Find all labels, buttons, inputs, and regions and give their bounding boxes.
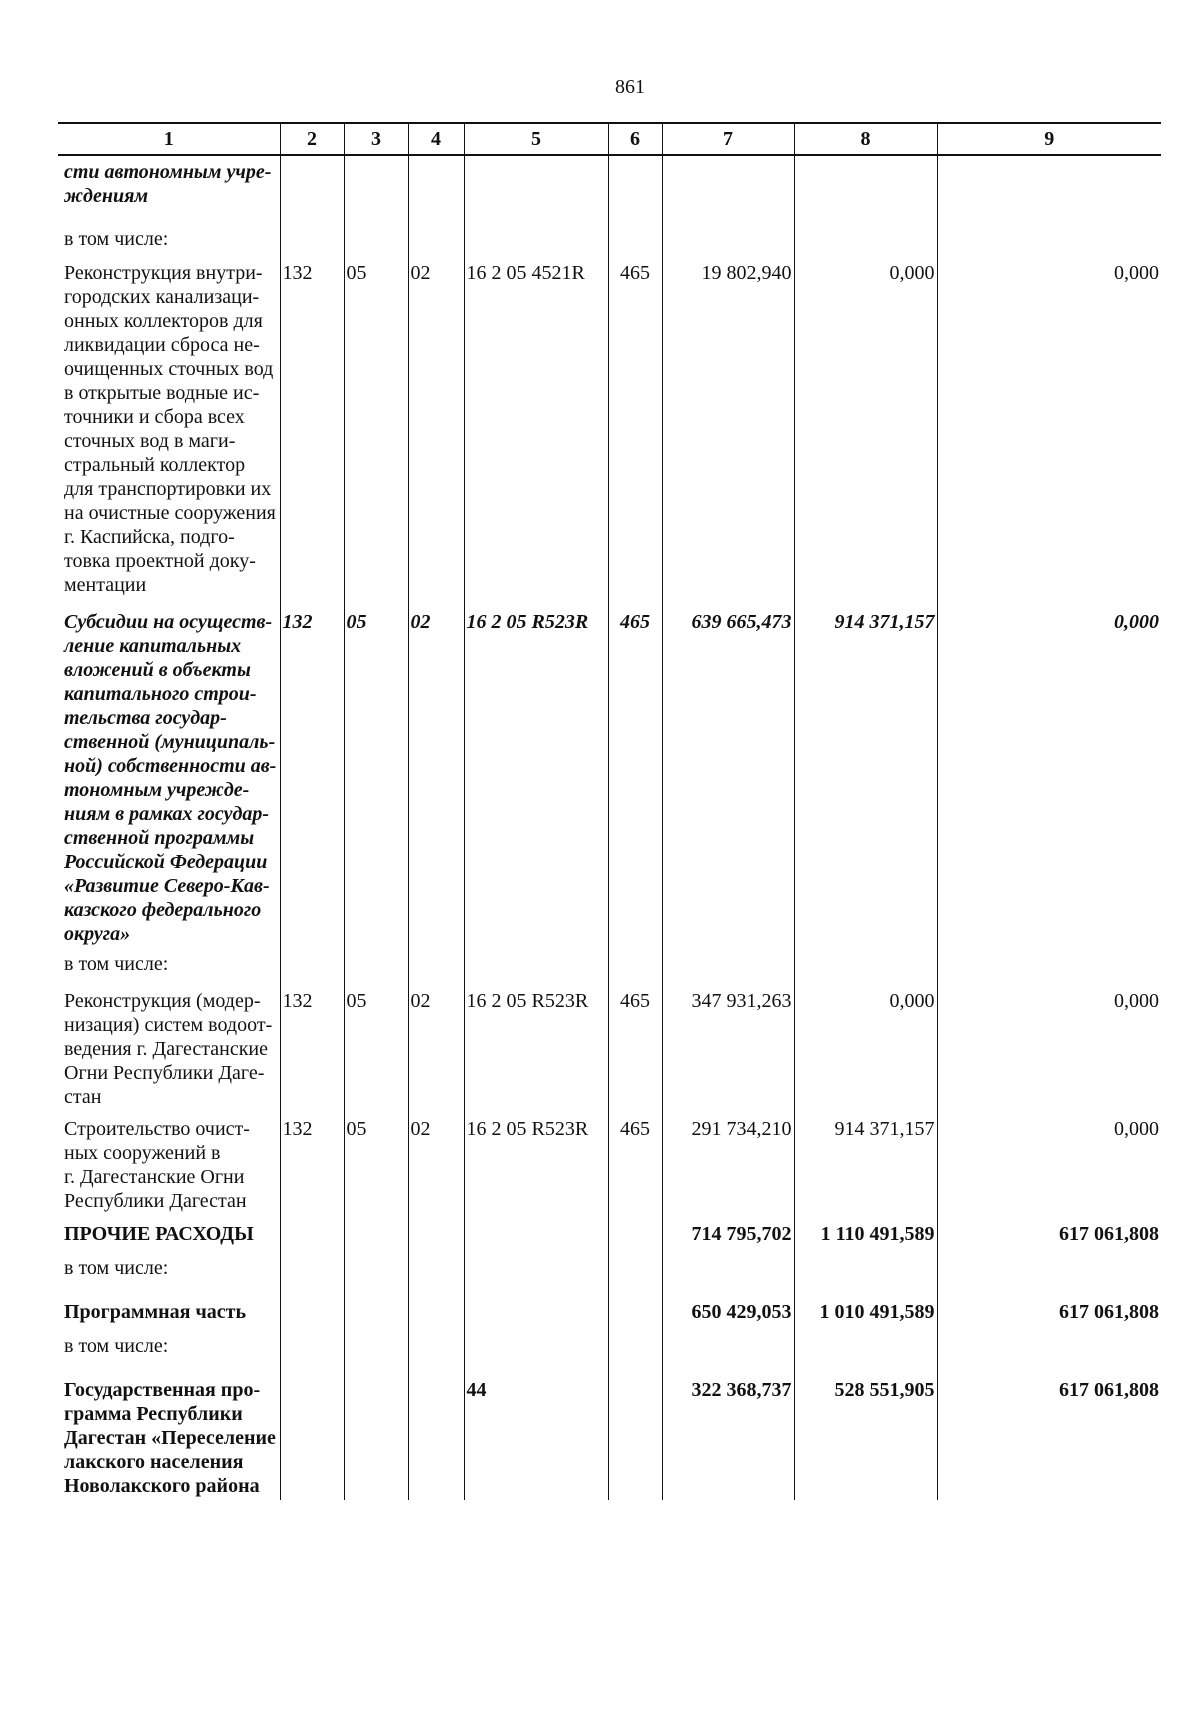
cell-code-6 xyxy=(608,155,662,221)
cell-name: сти автономным учре- ждениям xyxy=(64,161,272,207)
header-col-5: 5 xyxy=(464,123,608,155)
header-col-9: 9 xyxy=(937,123,1161,155)
cell-value-9 xyxy=(937,1250,1161,1292)
cell-value-9: 0,000 xyxy=(937,1109,1161,1214)
table-row xyxy=(58,946,1161,981)
cell-code-4: 02 xyxy=(408,1109,464,1214)
cell-code-4 xyxy=(408,1328,464,1370)
cell-value-8 xyxy=(794,1328,937,1370)
cell-value-7: 19 802,940 xyxy=(662,253,794,602)
cell-code-6 xyxy=(608,1214,662,1250)
cell-name: ПРОЧИЕ РАСХОДЫ xyxy=(64,1223,254,1245)
cell-code-3 xyxy=(344,155,408,221)
cell-code-6 xyxy=(608,1250,662,1292)
cell-code-5: 16 2 05 4521R xyxy=(464,253,608,602)
header-col-3: 3 xyxy=(344,123,408,155)
header-col-6: 6 xyxy=(608,123,662,155)
cell-value-9: 0,000 xyxy=(937,602,1161,946)
cell-code-6 xyxy=(608,1292,662,1328)
header-col-1: 1 xyxy=(58,123,280,155)
cell-value-7 xyxy=(662,155,794,221)
cell-name: Реконструкция (модер- низация) систем водоот- ведения г. Дагестанские Огни Республики Даге- стан xyxy=(64,990,273,1108)
cell-value-8: 1 010 491,589 xyxy=(794,1292,937,1328)
cell-code-6: 465 xyxy=(608,1109,662,1214)
cell-code-4 xyxy=(408,946,464,981)
cell-code-2 xyxy=(280,1328,344,1370)
cell-value-7: 639 665,473 xyxy=(662,602,794,946)
cell-code-3 xyxy=(344,1250,408,1292)
cell-code-6 xyxy=(608,1328,662,1370)
cell-code-4: 02 xyxy=(408,253,464,602)
cell-code-5 xyxy=(464,1250,608,1292)
cell-code-4 xyxy=(408,1292,464,1328)
cell-code-4 xyxy=(408,1370,464,1500)
cell-code-4 xyxy=(408,155,464,221)
cell-code-5 xyxy=(464,946,608,981)
cell-value-9: 0,000 xyxy=(937,981,1161,1109)
table-row xyxy=(58,1250,1161,1292)
cell-code-3: 05 xyxy=(344,602,408,946)
cell-code-2 xyxy=(280,155,344,221)
cell-code-3 xyxy=(344,221,408,253)
cell-value-9 xyxy=(937,221,1161,253)
header-col-7: 7 xyxy=(662,123,794,155)
cell-code-3: 05 xyxy=(344,981,408,1109)
cell-value-8 xyxy=(794,155,937,221)
cell-value-8 xyxy=(794,221,937,253)
budget-table xyxy=(58,122,1161,1500)
table-row xyxy=(58,155,1161,221)
cell-value-7: 714 795,702 xyxy=(662,1214,794,1250)
cell-code-6: 465 xyxy=(608,602,662,946)
cell-value-9: 0,000 xyxy=(937,253,1161,602)
cell-code-3 xyxy=(344,946,408,981)
cell-value-9 xyxy=(937,946,1161,981)
cell-code-2: 132 xyxy=(280,602,344,946)
cell-value-9: 617 061,808 xyxy=(937,1292,1161,1328)
table-row xyxy=(58,1370,1161,1500)
cell-code-3 xyxy=(344,1328,408,1370)
cell-name: в том числе: xyxy=(64,1335,169,1357)
cell-value-9 xyxy=(937,155,1161,221)
cell-code-5 xyxy=(464,221,608,253)
cell-code-6 xyxy=(608,221,662,253)
cell-code-2 xyxy=(280,1292,344,1328)
cell-code-6: 465 xyxy=(608,981,662,1109)
cell-code-3: 05 xyxy=(344,1109,408,1214)
cell-value-9 xyxy=(937,1328,1161,1370)
cell-value-8 xyxy=(794,946,937,981)
cell-code-4 xyxy=(408,1250,464,1292)
cell-code-2: 132 xyxy=(280,981,344,1109)
header-row xyxy=(58,123,1161,155)
table-row xyxy=(58,602,1161,946)
cell-name: Реконструкция внутри- городских канализаци- онных коллекторов для ликвидации сброса не- очищенных сточных вод в открытые водные ис- точники и сбора всех сточных вод в маги- стральный коллектор для транспортировки их на очистные сооружения г. Каспийска, подго- товка проектной доку- ментации xyxy=(64,262,276,596)
cell-code-6 xyxy=(608,946,662,981)
cell-value-7 xyxy=(662,1328,794,1370)
cell-value-7: 347 931,263 xyxy=(662,981,794,1109)
cell-value-8: 1 110 491,589 xyxy=(794,1214,937,1250)
cell-value-8: 914 371,157 xyxy=(794,602,937,946)
table-row xyxy=(58,1109,1161,1214)
page-number: 861 xyxy=(615,76,645,98)
cell-value-7 xyxy=(662,946,794,981)
cell-code-2 xyxy=(280,221,344,253)
cell-code-5 xyxy=(464,1214,608,1250)
cell-value-8: 0,000 xyxy=(794,981,937,1109)
cell-value-8: 0,000 xyxy=(794,253,937,602)
cell-value-9: 617 061,808 xyxy=(937,1214,1161,1250)
cell-code-6: 465 xyxy=(608,253,662,602)
cell-value-7: 650 429,053 xyxy=(662,1292,794,1328)
cell-name: Субсидии на осуществ- ление капитальных вложений в объекты капитального строи- тельства государ- ственной (муниципаль- ной) собственности ав- тономным учрежде- ниям в рамках государ- ственной программы Российской Федерации «Развитие Северо-Кав- казского федерального округа» xyxy=(64,611,277,945)
cell-value-8 xyxy=(794,1250,937,1292)
cell-value-9: 617 061,808 xyxy=(937,1370,1161,1500)
cell-code-5: 16 2 05 R523R xyxy=(464,981,608,1109)
table-body xyxy=(58,155,1161,1500)
cell-value-8: 914 371,157 xyxy=(794,1109,937,1214)
cell-code-4: 02 xyxy=(408,981,464,1109)
table-row xyxy=(58,981,1161,1109)
cell-value-7 xyxy=(662,1250,794,1292)
cell-code-5 xyxy=(464,1292,608,1328)
table-row xyxy=(58,1292,1161,1328)
cell-code-6 xyxy=(608,1370,662,1500)
cell-name: в том числе: xyxy=(64,953,169,975)
cell-code-2 xyxy=(280,1370,344,1500)
cell-code-5 xyxy=(464,155,608,221)
cell-code-3 xyxy=(344,1214,408,1250)
cell-value-7: 291 734,210 xyxy=(662,1109,794,1214)
header-col-2: 2 xyxy=(280,123,344,155)
header-col-8: 8 xyxy=(794,123,937,155)
cell-code-2 xyxy=(280,946,344,981)
cell-code-5: 44 xyxy=(464,1370,608,1500)
cell-code-2: 132 xyxy=(280,253,344,602)
header-col-4: 4 xyxy=(408,123,464,155)
cell-code-2 xyxy=(280,1250,344,1292)
cell-code-4 xyxy=(408,1214,464,1250)
table-row xyxy=(58,1214,1161,1250)
table-row xyxy=(58,1328,1161,1370)
cell-code-3: 05 xyxy=(344,253,408,602)
cell-code-5: 16 2 05 R523R xyxy=(464,602,608,946)
cell-value-7 xyxy=(662,221,794,253)
cell-code-2 xyxy=(280,1214,344,1250)
table-row xyxy=(58,221,1161,253)
cell-value-8: 528 551,905 xyxy=(794,1370,937,1500)
cell-code-4: 02 xyxy=(408,602,464,946)
table-header xyxy=(58,123,1161,155)
cell-name: Строительство очист- ных сооружений в г. Дагестанские Огни Республики Дагестан xyxy=(64,1118,250,1212)
cell-name: Государственная про- грамма Республики Дагестан «Переселение лакского населения Новолакского района xyxy=(64,1379,276,1497)
cell-code-5 xyxy=(464,1328,608,1370)
table-row xyxy=(58,253,1161,602)
cell-code-3 xyxy=(344,1370,408,1500)
cell-code-3 xyxy=(344,1292,408,1328)
cell-name: в том числе: xyxy=(64,228,169,250)
cell-code-2: 132 xyxy=(280,1109,344,1214)
cell-code-5: 16 2 05 R523R xyxy=(464,1109,608,1214)
cell-code-4 xyxy=(408,221,464,253)
cell-name: в том числе: xyxy=(64,1257,169,1279)
cell-value-7: 322 368,737 xyxy=(662,1370,794,1500)
cell-name: Программная часть xyxy=(64,1301,247,1323)
